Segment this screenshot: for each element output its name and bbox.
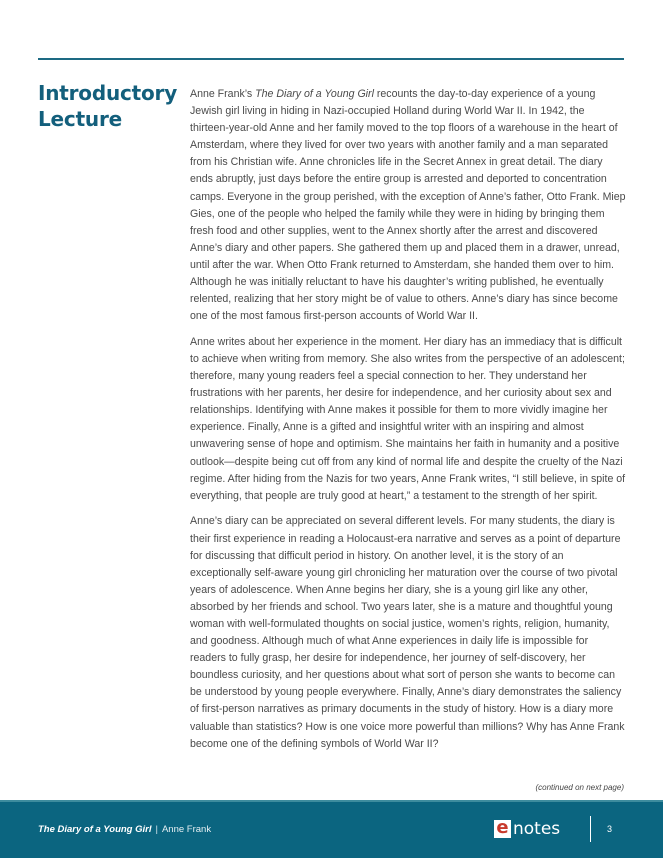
- page-footer: [0, 800, 663, 858]
- continued-note: (continued on next page): [535, 783, 624, 792]
- page-number: 3: [607, 824, 613, 834]
- enotes-logo-e-icon: e: [494, 820, 511, 838]
- book-title-italic: The Diary of a Young Girl: [255, 88, 374, 100]
- header-rule: [38, 58, 624, 60]
- paragraph-1-lead: Anne Frank’s: [190, 88, 256, 100]
- section-title-line2: Lecture: [38, 107, 122, 131]
- paragraph-3: Anne’s diary can be appreciated on several different levels. For many students, the diary is their first experience in reading a Holocaust-era narrative and serves as a point of departure for discussing that difficult period in history. On another level, it is the story of an exceptionally self-aware young girl chronicling her maturation over the course of two pivotal years of adolescence. When Anne begins her diary, she is a young girl like any other, absorbed by her friends and school. Two years later, she is a mature and thoughtful young woman with well-formulated thoughts on social justice, women’s rights, religion, humanity, and goodness. Although much of what Anne experiences in daily life is impossible for readers to fully grasp, her desire for independence, her journey of self-discovery, her boundless curiosity, and her questions about what sort of person she wants to become can be understood by young people everywhere. Finally, Anne’s diary demonstrates the saliency of first-person narratives as primary documents in the study of history. How is a diary more valuable than statistics? How is one voice more powerful than millions? Why has Anne Frank become one of the defining symbols of World War II?: [190, 515, 625, 750]
- paragraph-1: [190, 86, 626, 325]
- paragraph-1-rest: recounts the day-to-day experience of a young Jewish girl living in hiding in Nazi-occupied Holland during World War II. In 1942, the thirteen-year-old Anne and her family moved to the top floors of a warehouse in the heart of Amsterdam, where they lived for over two years with another family and a man separated from his Christian wife. Anne chronicles life in the Secret Annex in great detail. The diary ends abruptly, just days before the entire group is arrested and deported to concentration camps. Everyone in the group perished, with the exception of Anne’s father, Otto Frank. Miep Gies, one of the people who helped the family while they were in hiding by bringing them fresh food and other supplies, went to the Annex shortly after the arrest and discovered Anne’s diary and other papers. She gathered them up and placed them in a drawer, unread, until after the war. When Otto Frank returned to Amsterdam, she handed them over to him. Although he was initially reluctant to have his daughter’s writing published, he eventually relented, realizing that her story might be of value to others. Anne’s diary has since become one of the most famous first-person accounts of World War II.: [190, 88, 626, 323]
- footer-separator: |: [155, 824, 158, 835]
- footer-divider: [590, 816, 591, 842]
- section-title-line1: Introductory: [38, 81, 178, 105]
- enotes-logo: [494, 819, 560, 839]
- footer-book-title: The Diary of a Young Girl: [38, 824, 152, 835]
- enotes-logo-text: notes: [513, 819, 561, 839]
- paragraph-2: Anne writes about her experience in the moment. Her diary has an immediacy that is difficult to achieve when writing from memory. She also writes from the perspective of an adolescent; therefore, many young readers feel a special connection to her. They understand her frustrations with her parents, her desire for independence, and her curiosity about sex and relationships. Identifying with Anne makes it possible for them to more vividly imagine her experience. Finally, Anne is a gifted and insightful writer with an inspiring and almost unwavering sense of hope and optimism. She maintains her faith in humanity and a positive outlook—despite being cut off from any kind of normal life and despite the cruelty of the Nazi regime. After hiding from the Nazis for two years, Anne Frank writes, “I still believe, in spite of everything, that people are truly good at heart,” a testament to the strength of her spirit.: [190, 335, 626, 502]
- lecture-body: [190, 86, 626, 761]
- footer-author: Anne Frank: [161, 824, 212, 835]
- section-title: [38, 80, 178, 132]
- footer-book-info: [38, 824, 211, 835]
